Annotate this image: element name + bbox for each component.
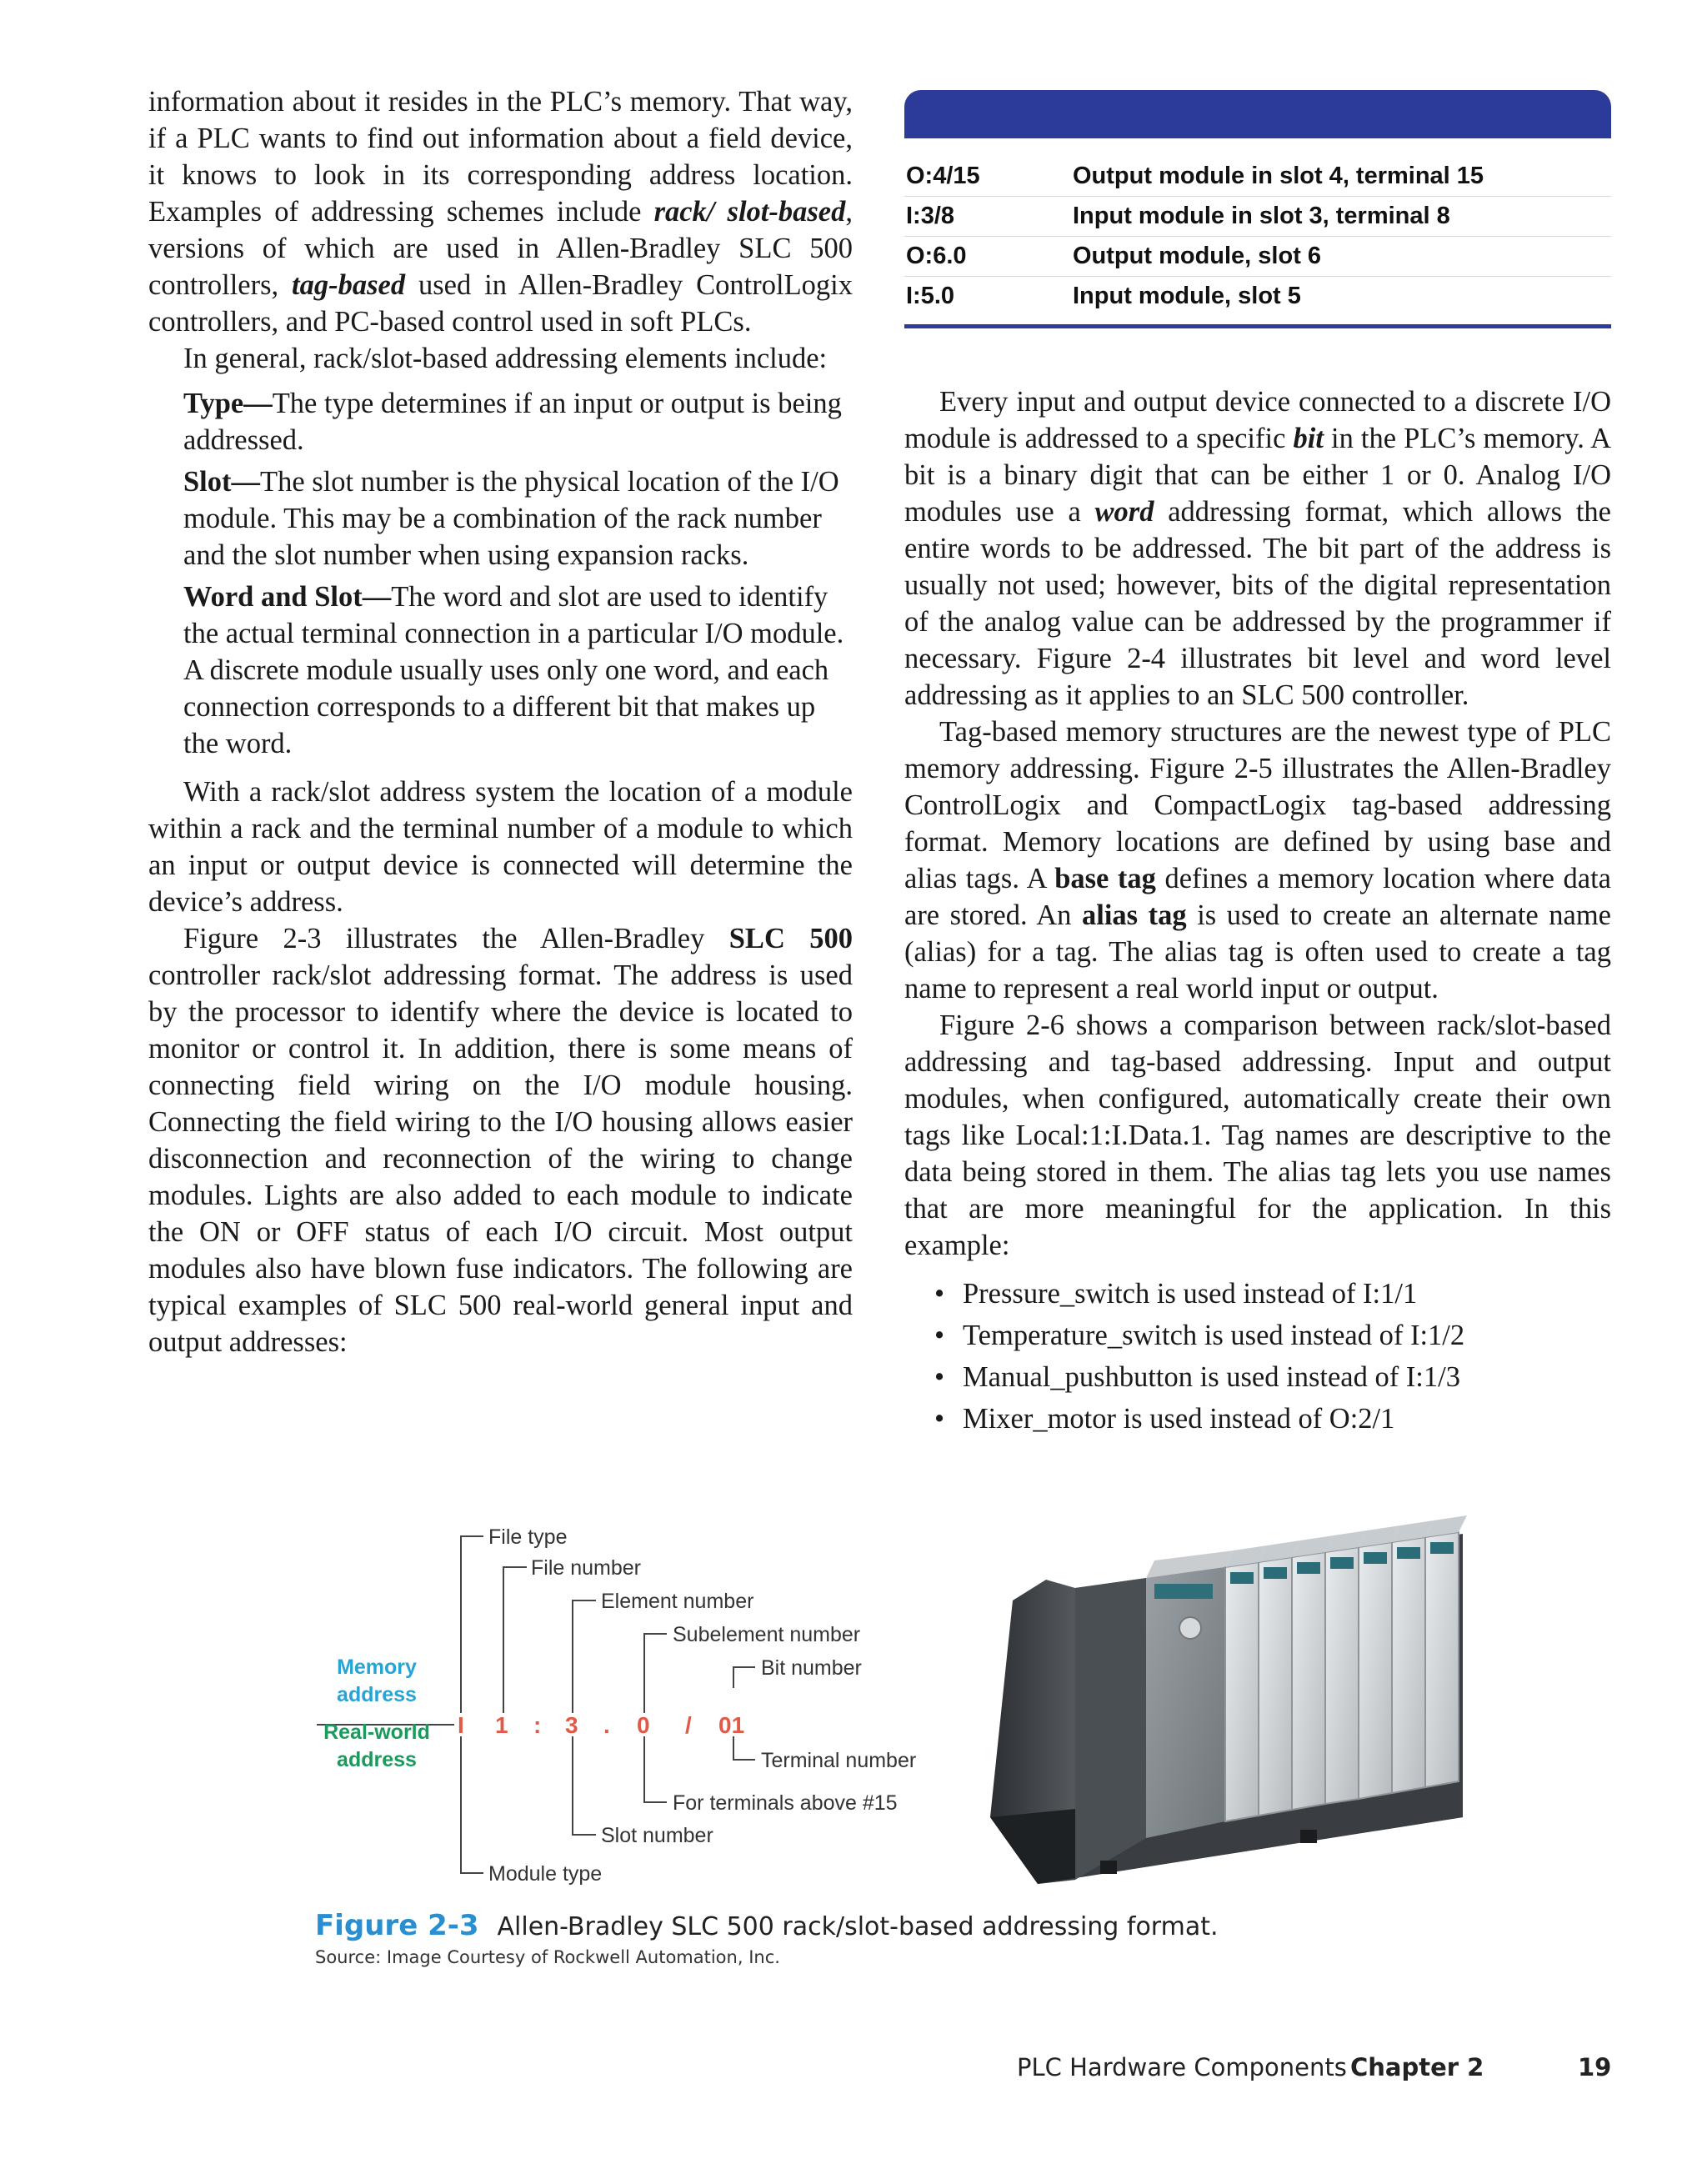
connector-terminals-above-15 — [644, 1736, 667, 1802]
page-number: 19 — [1578, 2053, 1612, 2081]
label-file-number: File number — [531, 1556, 641, 1580]
emphasis-alias-tag: alias tag — [1082, 899, 1187, 931]
paragraph: With a rack/slot address system the location of a module within a rack and the terminal number of a module to which an input or output device is connected will determine the device’s address. — [148, 776, 853, 918]
label-slot-number: Slot number — [601, 1824, 713, 1847]
emphasis-word: word — [1094, 496, 1154, 528]
paragraph: Figure 2-6 shows a comparison between rack/slot-based addressing and tag-based addressing. Input and output modules, when configured, automatically create their own tags like Local:1:I.Data.1. Tag names are descriptive to the data being stored in them. The alias tag lets you use names that are more meaningful for the application. In this example: — [904, 1009, 1611, 1261]
list-item: • Manual_pushbutton is used instead of I:1/3 — [904, 1359, 1611, 1395]
memory-address-label: address — [337, 1683, 417, 1706]
list-item: • Mixer_motor is used instead of O:2/1 — [904, 1400, 1611, 1437]
label-file-type: File type — [488, 1525, 568, 1549]
emphasis-rack-slot: rack/ slot-based — [653, 196, 846, 228]
connector-terminal-number — [733, 1736, 755, 1760]
address-description: Input module, slot 5 — [1073, 283, 1301, 309]
address-char: 1 — [495, 1712, 508, 1738]
paragraph: Figure 2-3 illustrates the Allen-Bradley SLC 500 controller rack/slot addressing format. The address is used by the processor to identify where the device is located to monitor or control it. In addition, there is some means of connecting field wiring on the I/O module housing. Connecting the field wiring to the I/O housing allows easier disconnection and reconnection of the wiring to change modules. Lights are also added to each module to indicate the ON or OFF status of each I/O circuit. Most output modules also have blown fuse indicators. The following are typical examples of SLC 500 real-world general input and output addresses: — [148, 923, 854, 1358]
address-code: I:5.0 — [906, 283, 955, 309]
paragraph: In general, rack/slot-based addressing elements include: — [183, 343, 828, 374]
address-char: / — [685, 1712, 692, 1738]
memory-address-label: Memory — [337, 1656, 417, 1679]
address-description: Input module in slot 3, terminal 8 — [1073, 203, 1450, 229]
address-description: Output module in slot 4, terminal 15 — [1073, 163, 1484, 189]
footer-section-title: PLC Hardware Components — [1017, 2053, 1347, 2081]
emphasis-tag-based: tag-based — [292, 269, 406, 301]
paragraph: information about it resides in the PLC’s memory. That way, if a PLC wants to find out information about a field device, it knows to look in its corresponding address location. Examples of addressing schemes include rack/ slot-based, versions of which are used in Allen-Bradley SLC 500 controllers, tag-based used in Allen-Bradley ControlLogix controllers, and PC-based control used in soft PLCs. — [148, 86, 853, 338]
term-word-and-slot: Word and Slot—The word and slot are used to identify the actual terminal connection in a particular I/O module. A discrete module usually uses only one word, and each connection corresponds to a different bit that makes up the word. — [183, 581, 844, 759]
connector-subelement-number — [644, 1634, 667, 1713]
real-world-address-label: address — [337, 1748, 417, 1771]
label-module-type: Module type — [488, 1862, 603, 1886]
term-slot: Slot—The slot number is the physical location of the I/O module. This may be a combination of the rack number and the slot number when using expansion racks. — [183, 466, 839, 571]
address-char: . — [603, 1712, 610, 1738]
paragraph: Every input and output device connected to a discrete I/O module is addressed to a specific bit in the PLC’s memory. A bit is a binary digit that can be either 1 or 0. Analog I/O modules use a word addressing format, which allows the entire words to be addressed. The bit part of the address is usually not used; however, bits of the digital representation of the analog value can be addressed by the programmer if necessary. Figure 2-4 illustrates bit level and word level addressing as it applies to an SLC 500 controller. — [904, 386, 1611, 711]
list-item: • Temperature_switch is used instead of I:1/2 — [904, 1317, 1611, 1354]
caption-text: Allen-Bradley SLC 500 rack/slot-based addressing format. — [497, 1912, 1219, 1941]
address-code: O:6.0 — [906, 243, 967, 269]
paragraph: Tag-based memory structures are the newest type of PLC memory addressing. Figure 2-5 illustrates the Allen-Bradley ControlLogix and CompactLogix tag-based addressing format. Memory locations are defined by using base and alias tags. A base tag defines a memory location where data are stored. An alias tag is used to create an alternate name (alias) for a tag. The alias tag is often used to create a tag name to represent a real world input or output. — [904, 716, 1611, 1004]
address-description: Output module, slot 6 — [1073, 243, 1322, 269]
label-subelement-number: Subelement number — [673, 1623, 861, 1646]
bullet-glyph: • — [934, 1320, 945, 1351]
bullet-glyph: • — [934, 1361, 945, 1393]
label-bit-number: Bit number — [761, 1656, 862, 1680]
emphasis-bit: bit — [1293, 423, 1324, 454]
connector-file-type — [461, 1536, 483, 1713]
address-code: I:3/8 — [906, 203, 955, 229]
connector-file-number — [503, 1567, 527, 1713]
bullet-glyph: • — [934, 1278, 945, 1310]
figure-caption — [315, 1909, 1219, 1942]
connector-slot-number — [573, 1736, 596, 1835]
list-item: • Pressure_switch is used instead of I:1/1 — [904, 1275, 1611, 1312]
label-terminals-above-15: For terminals above #15 — [673, 1791, 898, 1815]
connector-module-type — [461, 1736, 483, 1873]
term-type: Type—The type determines if an input or output is being addressed. — [183, 388, 842, 456]
address-char: I — [458, 1712, 464, 1738]
address-char: 0 — [637, 1712, 650, 1738]
connector-element-number — [573, 1600, 596, 1713]
plc-rack-photo — [990, 1515, 1467, 1884]
figure-label: Figure 2-3 — [315, 1909, 479, 1942]
diagram-labels — [323, 1525, 916, 1886]
footer-chapter: Chapter 2 — [1350, 2053, 1484, 2081]
bullet-glyph: • — [934, 1403, 945, 1435]
address-code: O:4/15 — [906, 163, 980, 189]
label-terminal-number: Terminal number — [761, 1749, 917, 1772]
real-world-address-label: Real-world — [323, 1721, 430, 1744]
figure-source: Source: Image Courtesy of Rockwell Automation, Inc. — [315, 1947, 780, 1967]
address-char: 01 — [718, 1712, 745, 1738]
connector-bit-number — [733, 1667, 755, 1688]
address-char: 3 — [565, 1712, 578, 1738]
emphasis-base-tag: base tag — [1054, 863, 1156, 894]
address-char: : — [533, 1712, 542, 1738]
label-element-number: Element number — [601, 1590, 754, 1613]
